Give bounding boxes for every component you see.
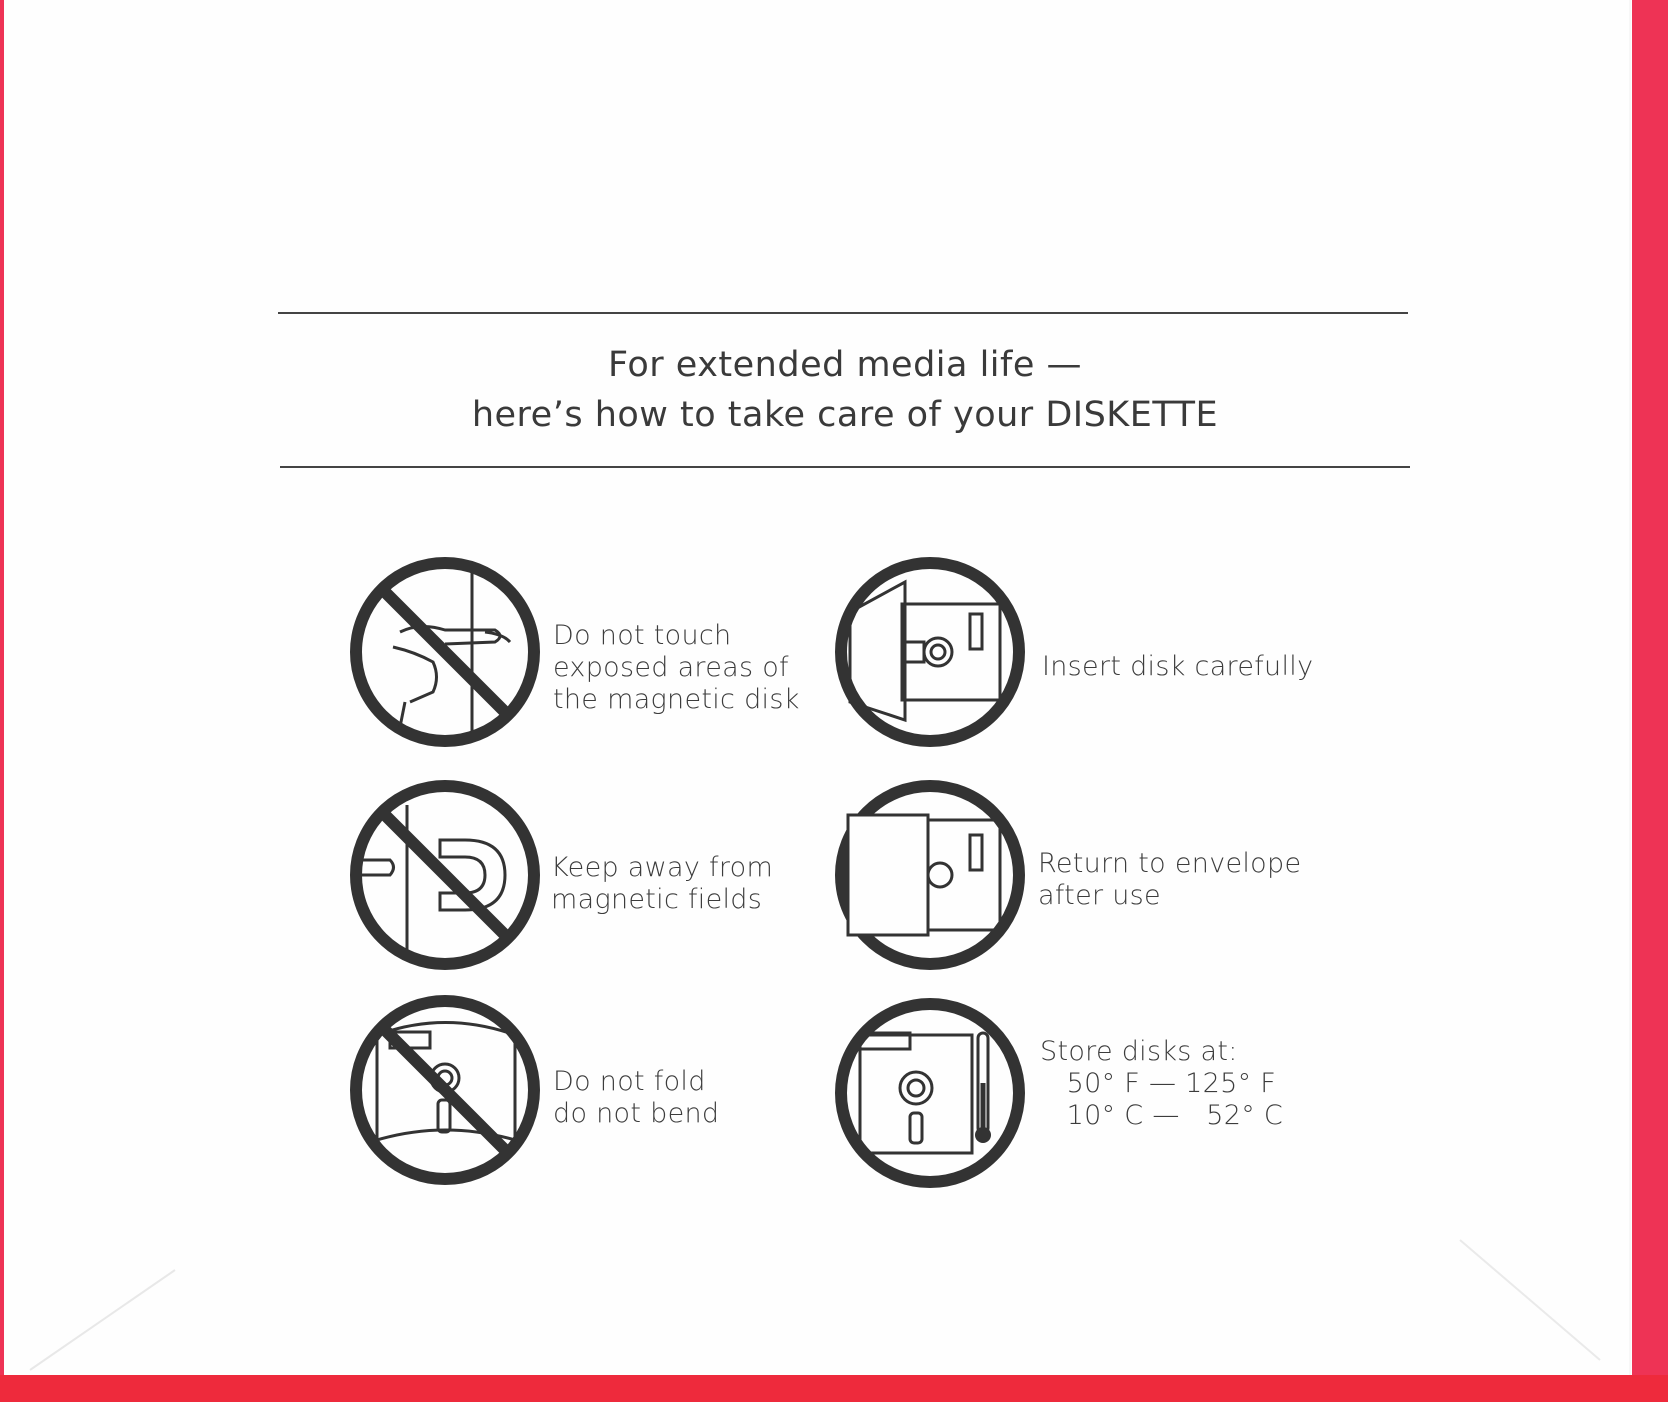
caption-line: Do not touch: [553, 620, 732, 651]
tip-caption-insert: [1042, 651, 1313, 683]
thermometer-disk-icon: [830, 993, 1030, 1193]
caption-line: Insert disk carefully: [1042, 651, 1314, 682]
tip-caption-no-magnet: [551, 852, 773, 916]
caption-line: exposed areas of: [553, 652, 789, 683]
caption-line: 10° C — 52° C: [1040, 1100, 1284, 1131]
caption-line: 50° F — 125° F: [1040, 1068, 1277, 1099]
caption-line: do not bend: [553, 1098, 720, 1129]
no-touch-icon: [345, 552, 545, 752]
tip-caption-no-touch: [553, 620, 800, 716]
tip-caption-no-bend: [553, 1066, 719, 1130]
caption-line: the magnetic disk: [553, 684, 800, 715]
no-magnet-icon: [345, 775, 545, 975]
no-bend-icon: [345, 990, 545, 1190]
caption-line: magnetic fields: [551, 884, 763, 915]
caption-line: Keep away from: [551, 852, 774, 883]
caption-line: Return to envelope: [1038, 848, 1302, 879]
caption-line: after use: [1038, 880, 1161, 911]
insert-disk-icon: [830, 552, 1030, 752]
caption-line: Store disks at:: [1040, 1036, 1238, 1067]
heading-line-2: here’s how to take care of your DISKETTE: [471, 395, 1219, 435]
caption-line: Do not fold: [553, 1066, 706, 1097]
heading-bottom-rule: [280, 466, 1410, 468]
heading-top-rule: [278, 312, 1408, 314]
return-envelope-icon: [830, 775, 1030, 975]
heading-line-1: For extended media life —: [607, 345, 1083, 385]
tip-caption-return: [1038, 848, 1301, 912]
tip-caption-storage: [1040, 1036, 1283, 1132]
